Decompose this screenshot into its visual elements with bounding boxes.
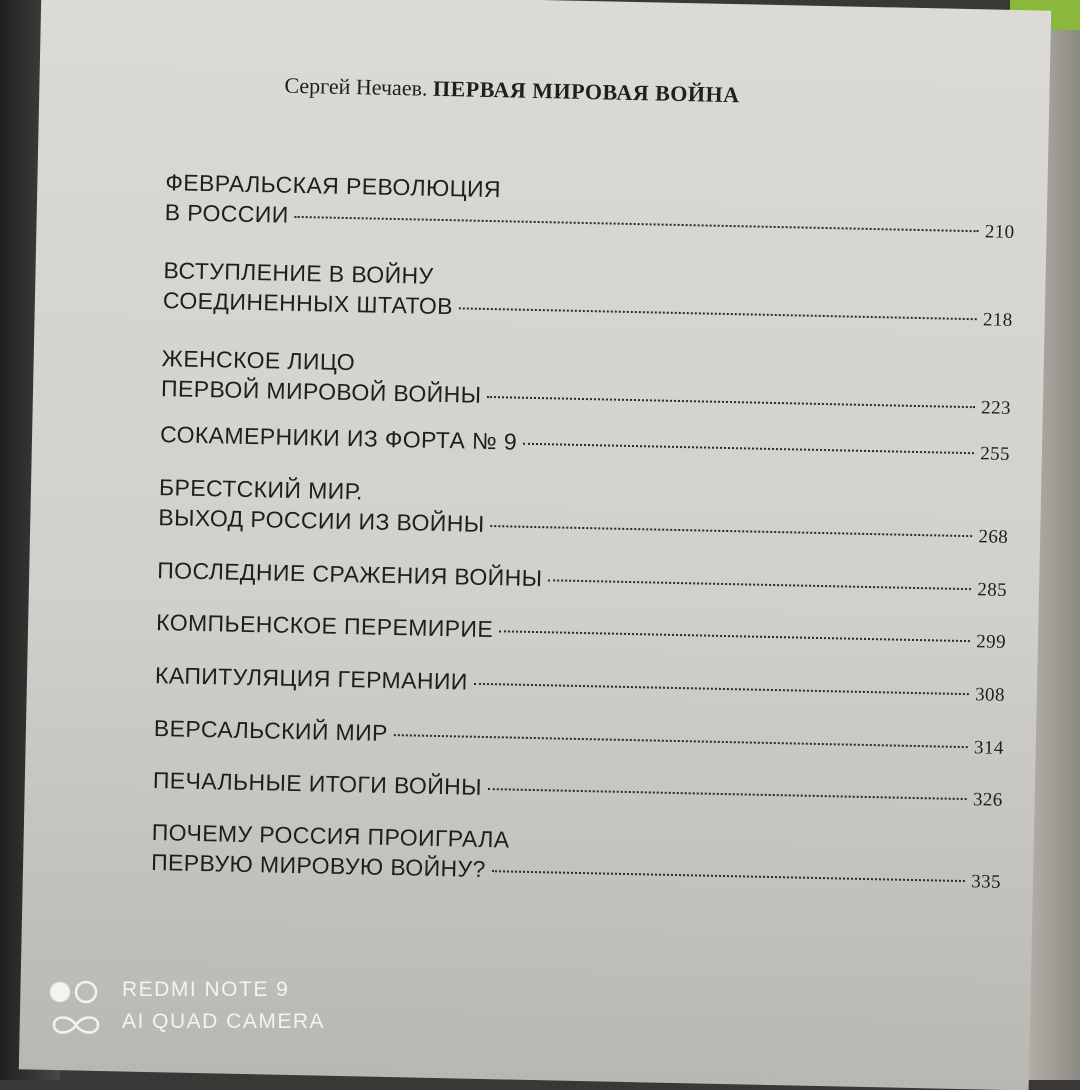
- table-of-contents: [150, 167, 1016, 893]
- toc-page-number: 335: [971, 871, 1002, 893]
- toc-entry-title: ПОЧЕМУ РОССИЯ ПРОИГРАЛА: [151, 819, 510, 853]
- dot-leader: [499, 630, 970, 642]
- toc-entry-title: В РОССИИ: [164, 199, 289, 228]
- toc-entry-title: БРЕСТСКИЙ МИР.: [158, 474, 364, 505]
- book-page: [19, 0, 1051, 1090]
- toc-page-number: 308: [974, 684, 1006, 706]
- toc-page-number: 223: [980, 397, 1012, 419]
- dot-leader: [523, 443, 974, 454]
- dot-leader: [459, 307, 977, 320]
- toc-entry-title: ВЕРСАЛЬСКИЙ МИР: [153, 715, 389, 746]
- dot-leader: [488, 788, 967, 800]
- dot-leader: [548, 579, 971, 590]
- toc-page-number: 314: [973, 737, 1004, 759]
- toc-page-number: 210: [984, 221, 1015, 243]
- dot-leader: [394, 734, 968, 748]
- toc-entry-title: СОЕДИНЕННЫХ ШТАТОВ: [162, 287, 454, 320]
- toc-page-number: 285: [977, 579, 1008, 601]
- toc-entry-title: ПОСЛЕДНИЕ СРАЖЕНИЯ ВОЙНЫ: [157, 557, 543, 592]
- toc-entry: [157, 555, 1008, 606]
- header-title: ПЕРВАЯ МИРОВАЯ ВОЙНА: [432, 75, 740, 108]
- camera-dots-icon: [48, 978, 104, 1008]
- toc-entry: [161, 343, 1012, 424]
- toc-entry-last-line: [156, 607, 1007, 658]
- toc-page-number: 218: [982, 309, 1013, 331]
- toc-entry-title: ВСТУПЛЕНИЕ В ВОЙНУ: [163, 257, 434, 289]
- toc-entry-title: ПЕЧАЛЬНЫЕ ИТОГИ ВОЙНЫ: [152, 767, 483, 800]
- toc-entry: [153, 765, 1004, 816]
- toc-page-number: 326: [972, 789, 1003, 811]
- dot-leader: [490, 525, 972, 537]
- toc-entry-title: ПЕРВОЙ МИРОВОЙ ВОЙНЫ: [160, 375, 482, 408]
- toc-entry-last-line: [155, 660, 1006, 711]
- toc-page-number: 255: [979, 443, 1011, 465]
- toc-entry: [164, 167, 1015, 248]
- toc-page-number: 268: [978, 526, 1009, 548]
- toc-entry-title: КАПИТУЛЯЦИЯ ГЕРМАНИИ: [154, 662, 469, 695]
- dot-leader: [492, 870, 966, 882]
- infinity-icon: [48, 1010, 104, 1040]
- toc-page-number: 299: [976, 631, 1007, 653]
- dot-leader: [474, 683, 969, 695]
- toc-entry: [154, 713, 1005, 764]
- running-header: [284, 73, 740, 109]
- toc-entry-last-line: [154, 713, 1005, 764]
- toc-entry-last-line: [157, 555, 1008, 606]
- toc-entry-title: ФЕВРАЛЬСКАЯ РЕВОЛЮЦИЯ: [165, 169, 502, 203]
- toc-entry-last-line: [153, 765, 1004, 816]
- header-author: Сергей Нечаев.: [284, 72, 428, 101]
- toc-entry: [156, 607, 1007, 658]
- dot-leader: [295, 216, 979, 232]
- toc-entry-title: ЖЕНСКОЕ ЛИЦО: [161, 345, 356, 376]
- toc-entry: [155, 660, 1006, 711]
- toc-entry: [160, 419, 1011, 470]
- toc-entry: [151, 817, 1002, 898]
- toc-entry: [163, 255, 1014, 336]
- dot-leader: [487, 396, 975, 408]
- toc-entry-title: ВЫХОД РОССИИ ИЗ ВОЙНЫ: [158, 504, 485, 537]
- toc-entry-title: СОКАМЕРНИКИ ИЗ ФОРТА № 9: [159, 421, 518, 455]
- toc-entry-title: КОМПЬЕНСКОЕ ПЕРЕМИРИЕ: [155, 609, 494, 643]
- toc-entry-title: ПЕРВУЮ МИРОВУЮ ВОЙНУ?: [150, 849, 487, 883]
- watermark-camera: AI QUAD CAMERA: [122, 1010, 326, 1033]
- toc-entry-last-line: [160, 419, 1011, 470]
- toc-entry: [158, 472, 1009, 553]
- watermark-model: REDMI NOTE 9: [122, 978, 290, 1001]
